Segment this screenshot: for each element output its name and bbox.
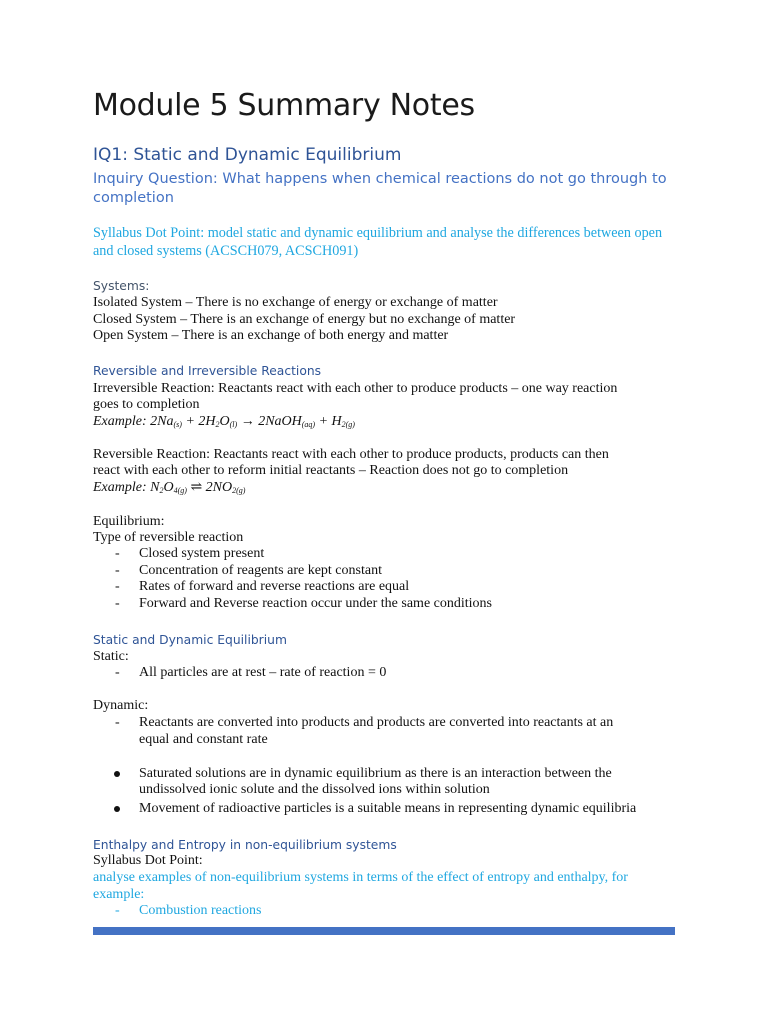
reactions-heading: Reversible and Irreversible Reactions xyxy=(93,364,322,378)
dynamic-bullet-2: Movement of radioactive particles is a suitable means in representing dynamic equilibria xyxy=(139,801,637,816)
system-line-closed: Closed System – There is an exchange of energy but no exchange of matter xyxy=(93,312,516,327)
dash-marker: - xyxy=(115,903,120,918)
dynamic-bullet-1-line1: Saturated solutions are in dynamic equilibrium as there is an interaction between the xyxy=(139,766,612,781)
dash-marker: - xyxy=(115,546,120,561)
irreversible-example: Example: $2Na_{(s)} + 2H_2O_{(l)}$ → 2NaOH$_{(aq)}$ + $H_{2(g)}$ xyxy=(93,414,355,429)
equilibrium-subheading: Type of reversible reaction xyxy=(93,530,244,545)
iq-heading: IQ1: Static and Dynamic Equilibrium xyxy=(93,145,402,165)
equilibrium-point: Closed system present xyxy=(139,546,265,561)
syllabus-dot-point: Syllabus Dot Point: model static and dynamic equilibrium and analyse the differences between open and closed systems (ACSCH079, ACSCH091) xyxy=(93,225,663,259)
dash-marker: - xyxy=(115,579,120,594)
dynamic-bullet-1-line2: undissolved ionic solute and the dissolved ions within solution xyxy=(139,782,490,797)
reversible-text-line2: react with each other to reform initial reactants – Reaction does not go to completion xyxy=(93,463,569,478)
enthalpy-syllabus-line2: example: xyxy=(93,887,145,902)
page-title: Module 5 Summary Notes xyxy=(93,88,475,123)
enthalpy-syllabus-label: Syllabus Dot Point: xyxy=(93,853,203,868)
reversible-text-line1: Reversible Reaction: Reactants react with each other to produce products, products can then xyxy=(93,447,609,462)
static-dynamic-heading: Static and Dynamic Equilibrium xyxy=(93,633,287,647)
irreversible-text-line2: goes to completion xyxy=(93,397,200,412)
dash-marker: - xyxy=(115,665,120,680)
dash-marker: - xyxy=(115,596,120,611)
dash-marker: - xyxy=(115,563,120,578)
equilibrium-point: Rates of forward and reverse reactions are equal xyxy=(139,579,410,594)
static-point: All particles are at rest – rate of reaction = 0 xyxy=(139,665,387,680)
inquiry-question: Inquiry Question: What happens when chemical reactions do not go through to completion xyxy=(93,171,667,206)
systems-heading: Systems: xyxy=(93,279,150,293)
reversible-example: Example: $N_2O_{4(g)}$ ⇌ $2NO_{2(g)}$ xyxy=(93,480,246,495)
dynamic-point-line2: equal and constant rate xyxy=(139,732,268,747)
enthalpy-syllabus-line1: analyse examples of non-equilibrium systems in terms of the effect of entropy and enthalpy, for xyxy=(93,870,628,885)
equilibrium-heading: Equilibrium: xyxy=(93,514,165,529)
static-label: Static: xyxy=(93,649,129,664)
enthalpy-point: Combustion reactions xyxy=(139,903,262,918)
dash-marker: - xyxy=(115,715,120,730)
dynamic-label: Dynamic: xyxy=(93,698,149,713)
equilibrium-point: Forward and Reverse reaction occur under the same conditions xyxy=(139,596,492,611)
system-line-isolated: Isolated System – There is no exchange of energy or exchange of matter xyxy=(93,295,498,310)
system-line-open: Open System – There is an exchange of both energy and matter xyxy=(93,328,449,343)
irreversible-text-line1: Irreversible Reaction: Reactants react with each other to produce products – one way reaction xyxy=(93,381,618,396)
bullet-icon xyxy=(114,806,120,812)
enthalpy-heading: Enthalpy and Entropy in non-equilibrium systems xyxy=(93,838,397,852)
bullet-icon xyxy=(114,771,120,777)
equilibrium-point: Concentration of reagents are kept constant xyxy=(139,563,382,578)
footer-bar xyxy=(93,927,675,935)
dynamic-point-line1: Reactants are converted into products and products are converted into reactants at an xyxy=(139,715,614,730)
